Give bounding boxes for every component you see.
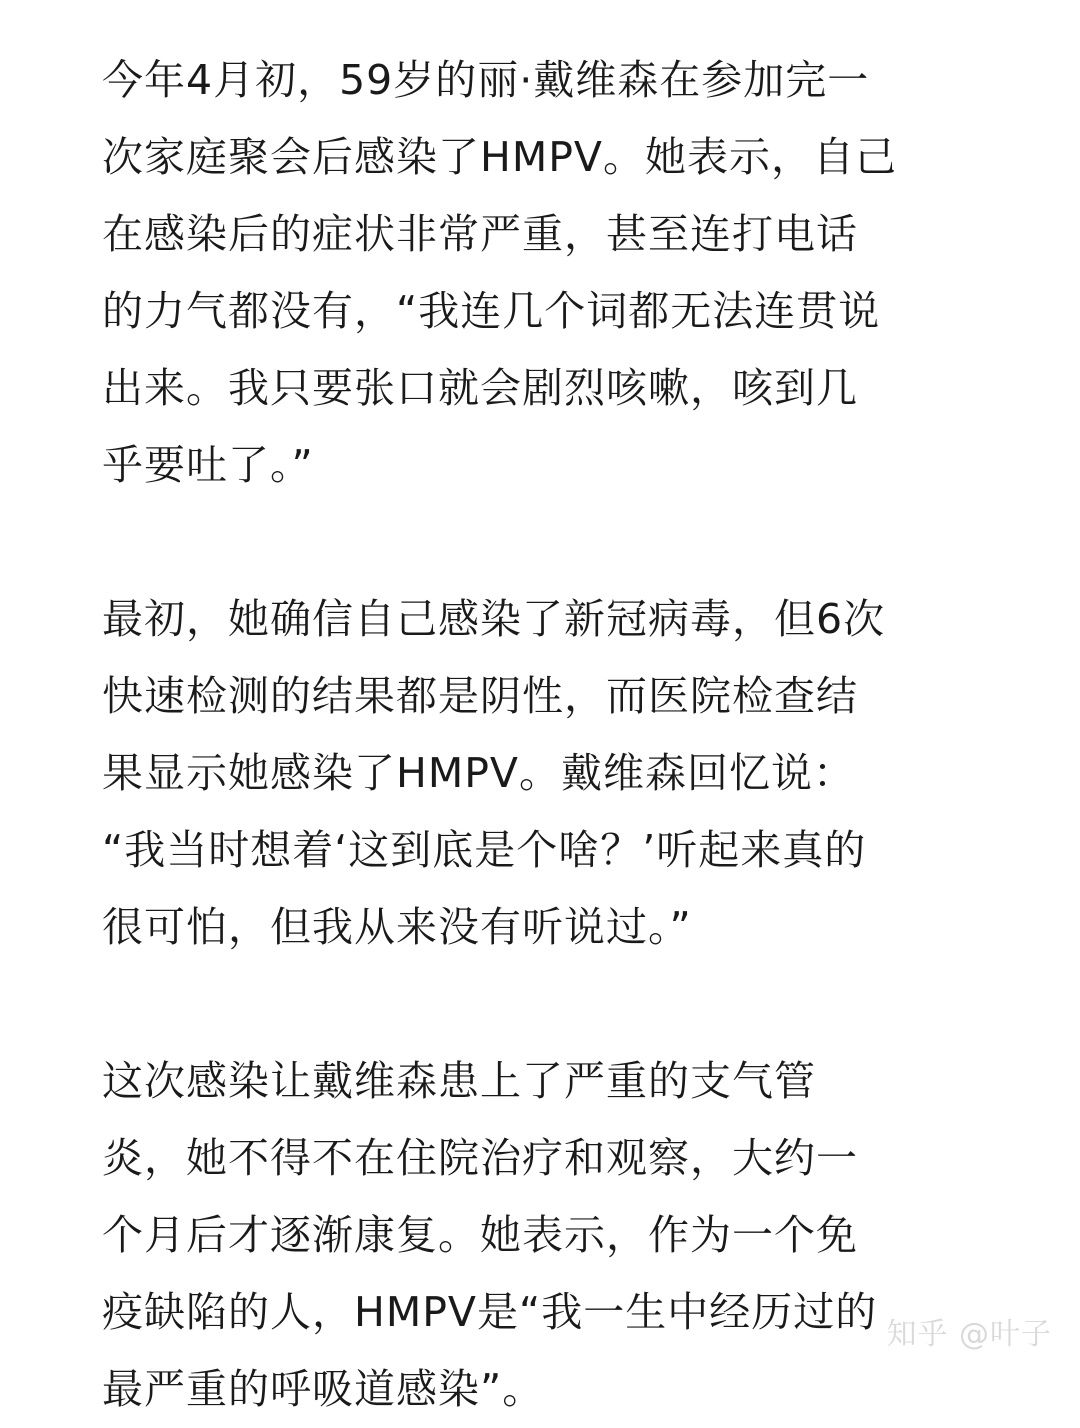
paragraph-1 [102, 42, 982, 504]
paragraph-line: 这次感染让戴维森患上了严重的支气管 [102, 1057, 816, 1105]
paragraph-line: 次家庭聚会后感染了HMPV。她表示，自己 [102, 133, 897, 181]
paragraph-line: 快速检测的结果都是阴性，而医院检查结 [102, 672, 858, 720]
paragraph-line: 最初，她确信自己感染了新冠病毒，但6次 [102, 595, 886, 643]
paragraph-line: 在感染后的症状非常严重，甚至连打电话 [102, 210, 858, 258]
paragraph-spacer [102, 966, 982, 1043]
paragraph-3 [102, 1043, 982, 1428]
paragraph-line: “我当时想着‘这到底是个啥？’听起来真的 [102, 826, 867, 874]
watermark-text: 知乎 @叶子 [886, 1317, 1052, 1352]
paragraph-line: 今年4月初，59岁的丽·戴维森在参加完一 [102, 56, 870, 104]
article-body [102, 42, 982, 1428]
paragraph-line: 最严重的呼吸道感染”。 [102, 1365, 545, 1413]
paragraph-line: 很可怕，但我从来没有听说过。” [102, 903, 692, 951]
paragraph-line: 出来。我只要张口就会剧烈咳嗽，咳到几 [102, 364, 858, 412]
paragraph-line: 乎要吐了。” [102, 441, 314, 489]
paragraph-line: 炎，她不得不在住院治疗和观察，大约一 [102, 1134, 858, 1182]
paragraph-line: 的力气都没有，“我连几个词都无法连贯说 [102, 287, 881, 335]
paragraph-line: 个月后才逐渐康复。她表示，作为一个免 [102, 1211, 858, 1259]
paragraph-line: 疫缺陷的人，HMPV是“我一生中经历过的 [102, 1288, 878, 1336]
paragraph-line: 果显示她感染了HMPV。戴维森回忆说： [102, 749, 855, 797]
paragraph-spacer [102, 504, 982, 581]
paragraph-2 [102, 581, 982, 966]
